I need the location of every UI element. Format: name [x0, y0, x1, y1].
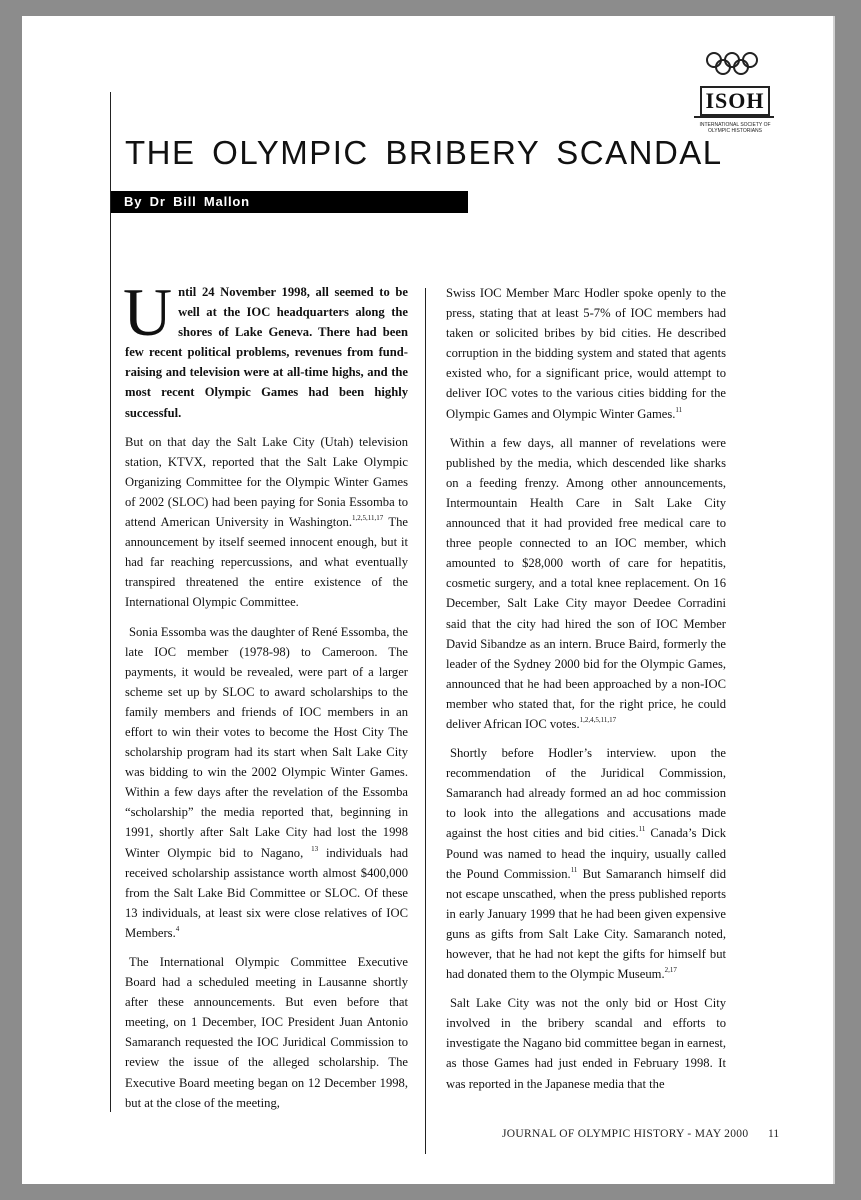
paragraph [446, 283, 726, 424]
journal-footer: JOURNAL OF OLYMPIC HISTORY - MAY 2000 [502, 1128, 749, 1140]
byline: By Dr Bill Mallon [124, 194, 250, 209]
paragraph-text: Sonia Essomba was the daughter of René Essomba, the late IOC member (1978-98) to Cameroon. The payments, it would be revealed, were part of a larger scheme set up by SLOC to award scholarships to the family members and friends of IOC members in an effort to win their votes to become the Host City The scholarship program had its start when Salt Lake City was bidding to win the 2002 Olympic Winter Games. Within a few days after the revelation of the Essomba “scholarship” the media reported that, beginning in 1991, shortly after Salt Lake City had lost the 1998 Winter Olympic bid to Nagano, [125, 624, 408, 860]
byline-bar [111, 191, 468, 213]
isoh-logo [688, 48, 782, 144]
paragraph-text: Salt Lake City was not the only bid or Host City involved in the bribery scandal and efforts to investigate the Nagano bid committee began in earnest, as those Games had just ended in February 1998. It was reported in the Japanese media that the [446, 996, 726, 1091]
journal-page [22, 16, 835, 1184]
footnote-ref: 4 [175, 924, 180, 933]
olympic-rings-icon [700, 48, 770, 82]
paragraph-text: Within a few days, all manner of revelations were published by the media, which descended like sharks on a feeding frenzy. Among other announcements, Intermountain Health Care in Salt Lake City announced that it had provided free medical care to three people connected to an IOC member, which amounted to $28,000 worth of care for hepatitis, cosmetic surgery, and a total knee replacement. On 16 December, Salt Lake City mayor Deedee Corradini said that the city had hired the son of IOC Member David Sibandze as an intern. Bruce Baird, formerly the leader of the Sydney 2000 bid for the Olympic Games, announced that he had been approached by a non-IOC member who stated that, for the right price, he could deliver African IOC votes. [446, 435, 726, 731]
paragraph-text: Shortly before Hodler’s interview. upon the recommendation of the Juridical Commission, Samaranch had already formed an ad hoc commission to look into the allegations and accusations made against the host cities and bid cities. [446, 746, 726, 841]
paragraph [125, 622, 408, 944]
footnote-ref: 13 [311, 844, 319, 853]
lead-text: ntil 24 November 1998, all seemed to be well at the IOC headquarters along the shores of Lake Geneva. There had been few recent political problems, revenues from fund-raising and television were at all-time highs, and the most recent Olympic Games had been highly successful. [125, 285, 408, 420]
paragraph-text: Canada’s Dick Pound was named to head the inquiry, usually called the Pound Commission. [446, 826, 726, 881]
text-column-right [446, 283, 726, 1103]
paragraph [446, 433, 726, 734]
footnote-ref: 11 [638, 825, 646, 834]
paragraph-text: The announcement by itself seemed innocent enough, but it had far reaching repercussions, and what eventually transpired threatened the entire existence of the International Olympic Committee. [125, 515, 408, 610]
paragraph [125, 952, 408, 1113]
paragraph-text: But Samaranch himself did not escape unscathed, when the press published reports in early January 1999 that he had been given expensive guns as gifts from Salt Lake City. Samaranch noted, however, that he had not kept the gifts for himself but had donated them to the Olympic Museum. [446, 866, 726, 982]
logo-subtitle: INTERNATIONAL SOCIETY OF OLYMPIC HISTORIANS [699, 122, 771, 134]
text-column-left [123, 274, 409, 1122]
article-title: THE OLYMPIC BRIBERY SCANDAL [125, 134, 723, 171]
paragraph [446, 993, 726, 1093]
footnote-ref: 1,2,5,11,17 [352, 514, 384, 523]
footnote-ref: 1,2,4,5,11,17 [579, 715, 617, 724]
logo-wordmark: ISOH [700, 86, 770, 117]
paragraph-text: The International Olympic Committee Executive Board had a scheduled meeting in Lausanne shortly after these announcements. But even before that meeting, on 1 December, IOC President Juan Antonio Samaranch requested the IOC Juridical Commission to review the issue of the alleged scholarship. The Executive Board meeting began on 12 December 1998, but at the close of the meeting, [125, 955, 408, 1110]
paragraph [446, 743, 726, 984]
drop-cap: U [123, 274, 173, 350]
logo-base-line [694, 116, 774, 118]
lead-paragraph [123, 274, 408, 423]
paragraph-text: individuals had received scholarship assistance worth almost $400,000 from the Salt Lake Bid Committee or SLOC. Of these 13 individuals, at least six were close relatives of IOC Members. [125, 845, 409, 940]
paragraph-text: But on that day the Salt Lake City (Utah) television station, KTVX, reported that the Salt Lake Olympic Organizing Committee for the Olympic Winter Games of 2002 (SLOC) had been paying for Sonia Essomba to attend American University in Washington. [125, 434, 408, 530]
column-divider [425, 288, 426, 1154]
paragraph-text: Swiss IOC Member Marc Hodler spoke openly to the press, stating that at least 5-7% of IOC members had taken or solicited bribes by bid cities. He described corruption in the bidding system and stated that agents existed who, for a significant price, would attempt to deliver IOC votes to the various cities bidding for the Olympic Games and Olympic Winter Games. [446, 286, 726, 421]
footnote-ref: 11 [675, 405, 683, 414]
footnote-ref: 2,17 [664, 966, 677, 975]
page-number: 11 [768, 1128, 780, 1140]
left-vertical-rule [110, 92, 111, 1112]
paragraph [125, 432, 408, 613]
footnote-ref: 11 [570, 865, 578, 874]
